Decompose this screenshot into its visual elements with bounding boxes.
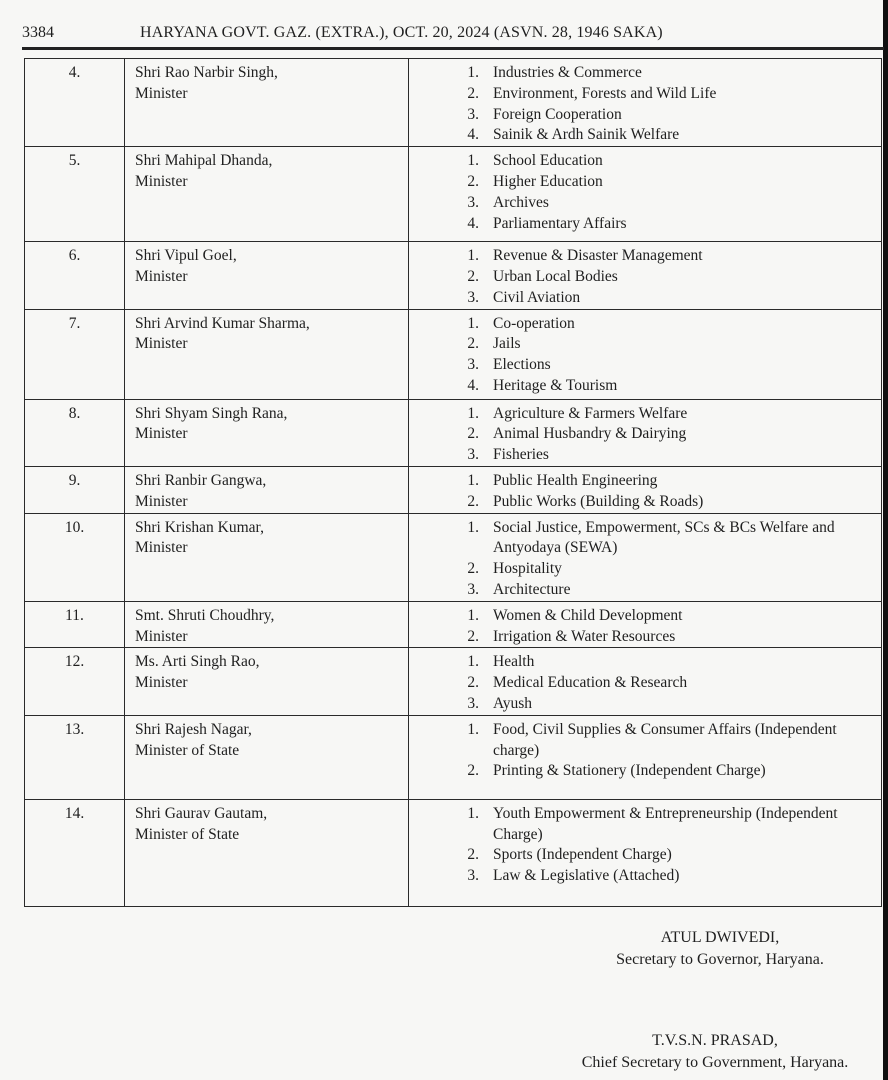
minister-cell bbox=[125, 147, 409, 242]
portfolio-text: Sainik & Ardh Sainik Welfare bbox=[493, 126, 680, 144]
portfolio-text: Urban Local Bodies bbox=[493, 267, 618, 285]
portfolio-item bbox=[409, 606, 881, 627]
minister-name: Shri Rajesh Nagar, bbox=[135, 720, 252, 738]
portfolio-number: 3. bbox=[467, 356, 479, 374]
portfolios-cell bbox=[409, 715, 882, 799]
portfolio-text: Agriculture & Farmers Welfare bbox=[493, 404, 688, 422]
minister-cell bbox=[125, 242, 409, 309]
portfolio-text: Foreign Cooperation bbox=[493, 105, 622, 123]
portfolio-number: 3. bbox=[467, 446, 479, 464]
portfolio-item bbox=[409, 652, 881, 673]
portfolio-text: Civil Aviation bbox=[493, 288, 581, 306]
portfolio-number: 2. bbox=[467, 560, 479, 578]
minister-cell bbox=[125, 466, 409, 513]
portfolio-number: 1. bbox=[467, 64, 479, 81]
portfolio-text: Fisheries bbox=[493, 446, 549, 464]
minister-name: Shri Arvind Kumar Sharma, bbox=[135, 314, 310, 332]
portfolio-item bbox=[409, 580, 881, 601]
portfolio-item bbox=[409, 125, 881, 146]
minister-designation: Minister bbox=[135, 539, 188, 557]
portfolio-item bbox=[409, 172, 881, 193]
portfolio-text: Environment, Forests and Wild Life bbox=[493, 84, 717, 102]
minister-designation: Minister bbox=[135, 267, 188, 285]
portfolio-text: Public Works (Building & Roads) bbox=[493, 492, 704, 510]
portfolio-text: Co-operation bbox=[493, 314, 575, 332]
portfolio-item bbox=[409, 376, 881, 397]
portfolio-item bbox=[409, 314, 881, 335]
portfolio-table bbox=[24, 58, 882, 907]
minister-name: Smt. Shruti Choudhry, bbox=[135, 606, 275, 624]
minister-designation: Minister bbox=[135, 335, 188, 353]
portfolio-item bbox=[409, 559, 881, 580]
portfolio-number: 1. bbox=[467, 720, 479, 738]
portfolios-cell bbox=[409, 59, 882, 147]
portfolios-cell bbox=[409, 399, 882, 466]
portfolio-number: 1. bbox=[467, 247, 479, 265]
table-row bbox=[25, 59, 882, 147]
portfolio-number: 2. bbox=[467, 267, 479, 285]
minister-designation: Minister bbox=[135, 674, 188, 692]
portfolio-item bbox=[409, 445, 881, 466]
portfolio-number: 2. bbox=[467, 84, 479, 102]
portfolio-item bbox=[409, 492, 881, 513]
table-row bbox=[25, 466, 882, 513]
portfolio-item bbox=[409, 214, 881, 235]
minister-designation: Minister bbox=[135, 172, 188, 190]
portfolio-item bbox=[409, 673, 881, 694]
portfolio-number: 2. bbox=[467, 627, 479, 645]
portfolio-item bbox=[409, 404, 881, 425]
minister-cell bbox=[125, 601, 409, 648]
portfolios-cell bbox=[409, 466, 882, 513]
table-row bbox=[25, 399, 882, 466]
minister-cell bbox=[125, 59, 409, 147]
portfolio-number: 1. bbox=[467, 152, 479, 170]
portfolio-item bbox=[409, 627, 881, 648]
portfolio-number: 2. bbox=[467, 492, 479, 510]
minister-name: Shri Rao Narbir Singh, bbox=[135, 64, 278, 81]
portfolio-number: 2. bbox=[467, 172, 479, 190]
serial-number-cell: 8. bbox=[25, 399, 125, 466]
portfolio-text: Law & Legislative (Attached) bbox=[493, 867, 680, 885]
serial-number-cell: 13. bbox=[25, 715, 125, 799]
minister-designation: Minister bbox=[135, 492, 188, 510]
portfolio-table-body bbox=[25, 59, 882, 907]
table-row bbox=[25, 242, 882, 309]
portfolio-number: 1. bbox=[467, 314, 479, 332]
portfolio-number: 1. bbox=[467, 518, 479, 536]
page-number: 3384 bbox=[22, 24, 54, 41]
portfolio-text: Jails bbox=[493, 335, 521, 353]
portfolio-text: Health bbox=[493, 653, 535, 671]
portfolio-number: 1. bbox=[467, 404, 479, 422]
portfolio-text: Youth Empowerment & Entrepreneurship (Independent Charge) bbox=[493, 804, 838, 843]
portfolios-cell bbox=[409, 513, 882, 601]
portfolio-number: 1. bbox=[467, 653, 479, 671]
minister-designation: Minister bbox=[135, 425, 188, 443]
portfolios-cell bbox=[409, 601, 882, 648]
header-rule bbox=[22, 47, 884, 50]
serial-number-cell: 9. bbox=[25, 466, 125, 513]
portfolio-item bbox=[409, 63, 881, 84]
portfolio-number: 2. bbox=[467, 335, 479, 353]
portfolio-text: Medical Education & Research bbox=[493, 674, 688, 692]
portfolio-item bbox=[409, 518, 881, 560]
portfolio-number: 3. bbox=[467, 694, 479, 712]
serial-number-cell: 7. bbox=[25, 309, 125, 399]
portfolio-item bbox=[409, 105, 881, 126]
portfolio-text: Sports (Independent Charge) bbox=[493, 846, 672, 864]
signatory-title: Chief Secretary to Government, Haryana. bbox=[581, 1054, 849, 1071]
serial-number-cell: 11. bbox=[25, 601, 125, 648]
serial-number-cell: 12. bbox=[25, 648, 125, 715]
portfolio-text: Heritage & Tourism bbox=[493, 376, 618, 394]
minister-cell bbox=[125, 799, 409, 906]
minister-cell bbox=[125, 513, 409, 601]
portfolio-item bbox=[409, 288, 881, 309]
portfolio-text: Parliamentary Affairs bbox=[493, 214, 627, 232]
portfolio-item bbox=[409, 151, 881, 172]
portfolio-number: 1. bbox=[467, 804, 479, 822]
portfolio-text: Ayush bbox=[493, 694, 533, 712]
portfolio-item bbox=[409, 267, 881, 288]
portfolio-number: 2. bbox=[467, 674, 479, 692]
serial-number-cell: 5. bbox=[25, 147, 125, 242]
portfolio-item bbox=[409, 761, 881, 782]
minister-designation: Minister of State bbox=[135, 825, 240, 843]
portfolio-number: 2. bbox=[467, 846, 479, 864]
signature-block-secretary bbox=[590, 927, 850, 971]
portfolio-item bbox=[409, 246, 881, 267]
minister-name: Shri Ranbir Gangwa, bbox=[135, 471, 267, 489]
table-row bbox=[25, 513, 882, 601]
portfolio-number: 2. bbox=[467, 425, 479, 443]
minister-name: Shri Krishan Kumar, bbox=[135, 518, 264, 536]
portfolio-text: Printing & Stationery (Independent Charge) bbox=[493, 762, 766, 780]
portfolio-number: 3. bbox=[467, 580, 479, 598]
portfolio-item bbox=[409, 84, 881, 105]
portfolio-number: 1. bbox=[467, 606, 479, 624]
minister-cell bbox=[125, 648, 409, 715]
portfolio-number: 4. bbox=[467, 214, 479, 232]
portfolio-text: Women & Child Development bbox=[493, 606, 683, 624]
portfolio-number: 1. bbox=[467, 471, 479, 489]
portfolios-cell bbox=[409, 242, 882, 309]
minister-name: Shri Gaurav Gautam, bbox=[135, 804, 268, 822]
signatory-title: Secretary to Governor, Haryana. bbox=[616, 951, 824, 968]
portfolios-cell bbox=[409, 799, 882, 906]
portfolio-text: Revenue & Disaster Management bbox=[493, 247, 703, 265]
signatory-name: ATUL DWIVEDI, bbox=[660, 929, 780, 946]
portfolio-text: Hospitality bbox=[493, 560, 562, 578]
portfolio-item bbox=[409, 193, 881, 214]
minister-name: Shri Shyam Singh Rana, bbox=[135, 404, 288, 422]
portfolio-item bbox=[409, 866, 881, 887]
minister-designation: Minister bbox=[135, 627, 188, 645]
portfolio-text: Irrigation & Water Resources bbox=[493, 627, 676, 645]
gazette-header-title: HARYANA GOVT. GAZ. (EXTRA.), OCT. 20, 2024 (ASVN. 28, 1946 SAKA) bbox=[140, 24, 663, 41]
portfolio-item bbox=[409, 845, 881, 866]
minister-name: Shri Vipul Goel, bbox=[135, 247, 237, 265]
portfolio-number: 4. bbox=[467, 126, 479, 144]
portfolio-item bbox=[409, 694, 881, 715]
minister-cell bbox=[125, 715, 409, 799]
portfolio-text: Animal Husbandry & Dairying bbox=[493, 425, 687, 443]
portfolio-number: 2. bbox=[467, 762, 479, 780]
table-row bbox=[25, 799, 882, 906]
table-row bbox=[25, 147, 882, 242]
signatory-name: T.V.S.N. PRASAD, bbox=[652, 1032, 778, 1049]
portfolio-text: Elections bbox=[493, 356, 551, 374]
portfolio-item bbox=[409, 355, 881, 376]
portfolio-text: Industries & Commerce bbox=[493, 64, 642, 81]
portfolio-text: School Education bbox=[493, 152, 603, 170]
minister-designation: Minister of State bbox=[135, 741, 240, 759]
serial-number-cell: 14. bbox=[25, 799, 125, 906]
portfolio-text: Architecture bbox=[493, 580, 571, 598]
portfolio-number: 3. bbox=[467, 105, 479, 123]
portfolio-number: 4. bbox=[467, 376, 479, 394]
portfolio-text: Archives bbox=[493, 193, 549, 211]
minister-cell bbox=[125, 399, 409, 466]
minister-cell bbox=[125, 309, 409, 399]
portfolios-cell bbox=[409, 648, 882, 715]
signature-block-chief-secretary bbox=[560, 1030, 870, 1074]
portfolio-text: Higher Education bbox=[493, 172, 603, 190]
page-edge bbox=[883, 0, 888, 1080]
portfolio-item bbox=[409, 720, 881, 762]
portfolios-cell bbox=[409, 309, 882, 399]
table-row bbox=[25, 648, 882, 715]
minister-designation: Minister bbox=[135, 84, 188, 102]
portfolio-text: Public Health Engineering bbox=[493, 471, 658, 489]
portfolio-number: 3. bbox=[467, 193, 479, 211]
serial-number-cell: 6. bbox=[25, 242, 125, 309]
portfolios-cell bbox=[409, 147, 882, 242]
minister-name: Ms. Arti Singh Rao, bbox=[135, 653, 260, 671]
table-row bbox=[25, 601, 882, 648]
portfolio-text: Food, Civil Supplies & Consumer Affairs (Independent charge) bbox=[493, 720, 837, 759]
table-row bbox=[25, 715, 882, 799]
portfolio-number: 3. bbox=[467, 288, 479, 306]
serial-number-cell: 10. bbox=[25, 513, 125, 601]
portfolio-item bbox=[409, 424, 881, 445]
minister-name: Shri Mahipal Dhanda, bbox=[135, 152, 273, 170]
portfolio-item bbox=[409, 804, 881, 846]
serial-number-cell: 4. bbox=[25, 59, 125, 147]
table-row bbox=[25, 309, 882, 399]
portfolio-text: Social Justice, Empowerment, SCs & BCs Welfare and Antyodaya (SEWA) bbox=[493, 518, 835, 557]
portfolio-item bbox=[409, 471, 881, 492]
portfolio-number: 3. bbox=[467, 867, 479, 885]
portfolio-item bbox=[409, 334, 881, 355]
